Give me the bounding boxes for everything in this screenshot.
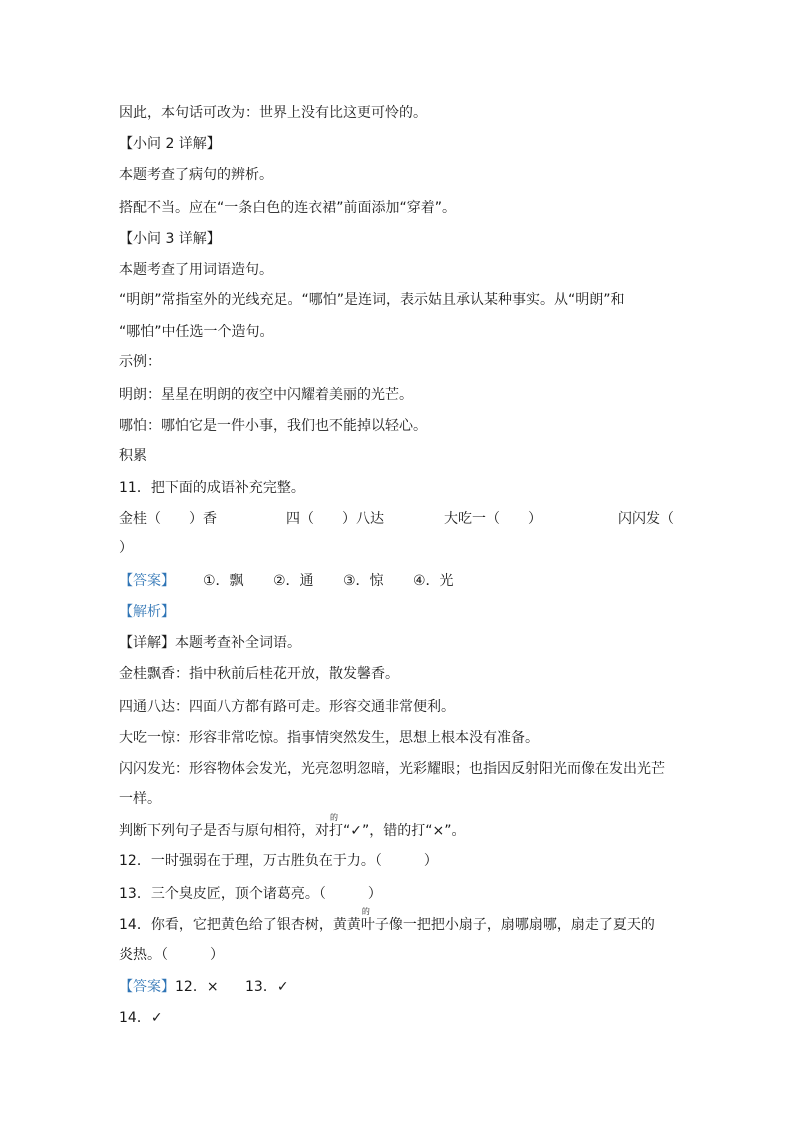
answer-item: ②．通	[273, 573, 314, 589]
section-heading: 【小问 2 详解】	[119, 136, 221, 152]
question-12: 12．一时强弱在于理，万古胜负在于力。（ ）	[119, 853, 438, 869]
ruby-base: 叶	[360, 917, 375, 933]
text-line: 【详解】本题考查补全词语。	[119, 635, 301, 651]
text-span: “✓”，错的打“×”。	[343, 823, 466, 839]
text-line: 一样。	[119, 791, 161, 807]
question-11: 11．把下面的成语补充完整。	[119, 480, 305, 496]
ruby-text: 的	[330, 813, 338, 822]
answer-item: 14．✓	[119, 1010, 163, 1026]
text-line: “明朗”常指室外的光线充足。“哪怕”是连词，表示姑且承认某种事实。从“明朗”和	[119, 292, 625, 308]
idiom-blank-1: 金桂（ ）香	[119, 511, 217, 527]
question-14	[119, 907, 655, 935]
idiom-blank-4-end: ）	[119, 540, 133, 556]
question-14-cont: 炎热。（ ）	[119, 947, 224, 963]
answer-tag: 【答案】	[119, 979, 175, 995]
answer-item: ④．光	[413, 573, 454, 589]
text-line: 大吃一惊：形容非常吃惊。指事情突然发生，思想上根本没有准备。	[119, 730, 539, 746]
text-line: 搭配不当。应在“一条白色的连衣裙”前面添加“穿着”。	[119, 200, 457, 216]
ruby-annotation	[360, 907, 375, 933]
text-span: 子像一把把小扇子，扇哪扇哪，扇走了夏天的	[374, 917, 655, 933]
judge-instructions	[119, 813, 466, 841]
analysis-tag: 【解析】	[119, 604, 175, 620]
question-13: 13．三个臭皮匠，顶个诸葛亮。（ ）	[119, 886, 382, 902]
text-line: 金桂飘香：指中秋前后桂花开放，散发馨香。	[119, 666, 399, 682]
text-line: 因此，本句话可改为：世界上没有比这更可怜的。	[119, 105, 427, 121]
answer-tag: 【答案】	[119, 573, 175, 589]
text-line: 本题考查了病句的辨析。	[119, 167, 273, 183]
ruby-base: 打	[329, 823, 343, 839]
answer-item: 13．✓	[245, 979, 289, 995]
text-span: 14．你看，它把黄色给了银杏树，黄黄	[119, 917, 361, 933]
text-line: 四通八达：四面八方都有路可走。形容交通非常便利。	[119, 699, 455, 715]
section-label: 积累	[119, 448, 147, 464]
idiom-blank-4: 闪闪发（	[618, 511, 674, 527]
ruby-text: 的	[361, 907, 370, 916]
text-line: 哪怕：哪怕它是一件小事，我们也不能掉以轻心。	[119, 418, 427, 434]
answer-item: ③．惊	[343, 573, 384, 589]
idiom-blank-3: 大吃一（ ）	[444, 511, 542, 527]
text-line: 示例：	[119, 354, 161, 370]
text-line: 明朗：星星在明朗的夜空中闪耀着美丽的光芒。	[119, 387, 413, 403]
text-span: 判断下列句子是否与原句相符，对	[119, 823, 329, 839]
ruby-annotation	[329, 813, 343, 839]
text-line: 本题考查了用词语造句。	[119, 262, 273, 278]
text-line: 闪闪发光：形容物体会发光，光亮忽明忽暗，光彩耀眼；也指因反射阳光而像在发出光芒	[119, 761, 665, 777]
answer-item: ①．飘	[203, 573, 244, 589]
text-line: “哪怕”中任选一个造句。	[119, 324, 274, 340]
section-heading: 【小问 3 详解】	[119, 231, 221, 247]
answer-item: 12．×	[175, 979, 219, 995]
idiom-blank-2: 四（ ）八达	[286, 511, 384, 527]
